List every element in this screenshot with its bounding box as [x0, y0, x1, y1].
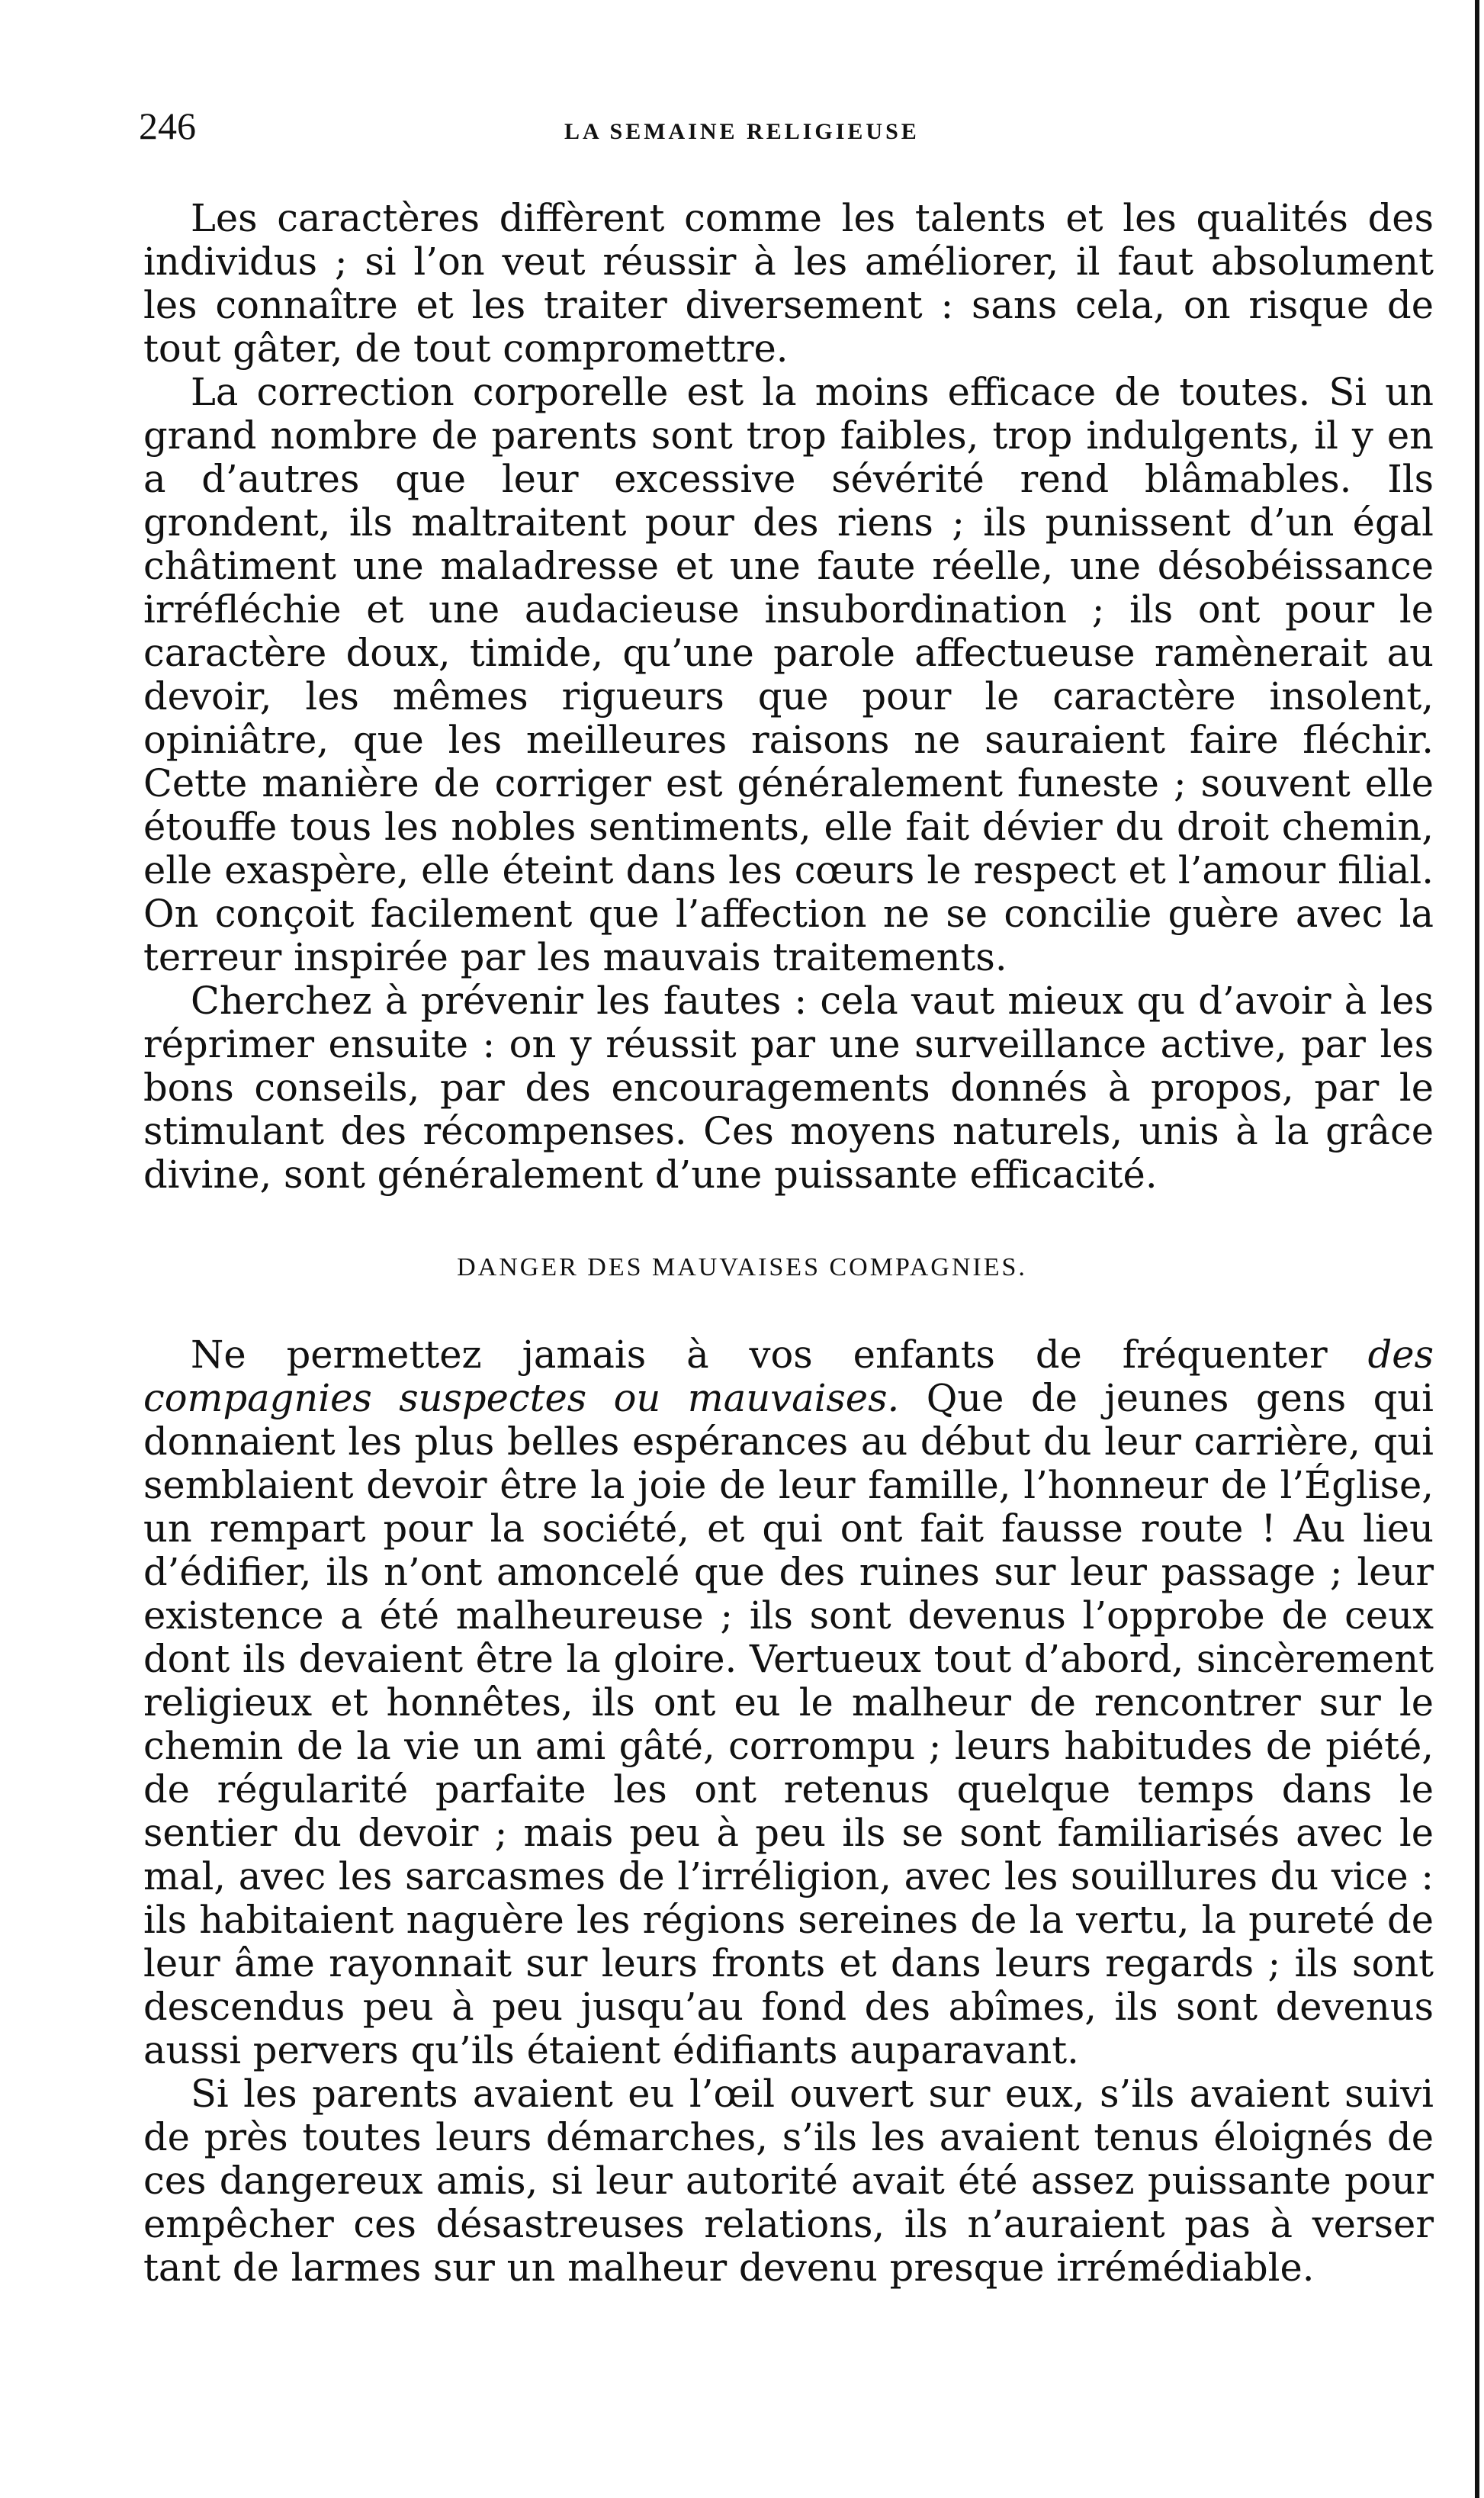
paragraph-bad-company — [143, 1333, 1434, 2072]
running-title: LA SEMAINE RELIGIEUSE — [564, 119, 920, 144]
paragraph-characters: Les caractères diffèrent comme les talents et les qualités des individus ; si l’on veut réussir à les améliorer, il faut absolument les connaître et les traiter diversement : sans cela, on risque de tout gâter, de tout compromettre. — [143, 196, 1434, 371]
section-heading: DANGER DES MAUVAISES COMPAGNIES. — [457, 1253, 1027, 1281]
page-edge-rule — [1475, 0, 1479, 2498]
paragraph-parents-vigilance: Si les parents avaient eu l’œil ouvert sur eux, s’ils avaient suivi de près toutes leurs démarches, s’ils les avaient tenus éloignés de ces dangereux amis, si leur autorité avait été assez puissante pour empêcher ces désastreuses relations, ils n’auraient pas à verser tant de larmes sur un malheur devenu presque irrémédiable. — [143, 2072, 1434, 2290]
body-text-section-2 — [143, 1333, 1434, 2290]
page-number: 246 — [139, 104, 196, 147]
body-text-section-1 — [143, 197, 1434, 1197]
paragraph-prevent-faults: Cherchez à prévenir les fautes : cela vaut mieux qu d’avoir à les réprimer ensuite : on y réussit par une surveillance active, par les bons conseils, par des encouragements donnés à propos, par le stimulant des récompenses. Ces moyens naturels, unis à la grâce divine, sont généralement d’une puissante efficacité. — [143, 979, 1434, 1197]
paragraph-bad-company-rest: Que de jeunes gens qui donnaient les plus belles espérances au début du leur carrière, qui semblaient devoir être la joie de leur famille, l’honneur de l’Église, un rempart pour la société, et qui ont fait fausse route ! Au lieu d’édifier, ils n’ont amoncelé que des ruines sur leur passage ; leur existence a été malheureuse ; ils sont devenus l’opprobe de ceux dont ils devaient être la gloire. Vertueux tout d’abord, sincèrement religieux et honnêtes, ils ont eu le malheur de rencontrer sur le chemin de la vie un ami gâté, corrompu ; leurs habitudes de piété, de régularité parfaite les ont retenus quelque temps dans le sentier du devoir ; mais peu à peu ils se sont familiarisés avec le mal, avec les sarcasmes de l’irréligion, avec les souillures du vice : ils habitaient naguère les régions sereines de la vertu, la pureté de leur âme rayonnait sur leurs fronts et dans leurs regards ; ils sont descendus peu à peu jusqu’au fond des abîmes, ils sont devenus aussi pervers qu’ils étaient édifiants auparavant. — [143, 1376, 1434, 2072]
paragraph-corporal-correction: La correction corporelle est la moins efficace de toutes. Si un grand nombre de parents sont trop faibles, trop indulgents, il y en a d’autres que leur excessive sévérité rend blâmables. Ils grondent, ils maltraitent pour des riens ; ils punissent d’un égal châtiment une maladresse et une faute réelle, une désobéissance irréfléchie et une audacieuse insubordination ; ils ont pour le caractère doux, timide, qu’une parole affectueuse ramènerait au devoir, les mêmes rigueurs que pour le caractère insolent, opiniâtre, que les meilleures raisons ne sauraient faire fléchir. Cette manière de corriger est généralement funeste ; souvent elle étouffe tous les nobles sentiments, elle fait dévier du droit chemin, elle exaspère, elle éteint dans les cœurs le respect et l’amour filial. On conçoit facilement que l’affection ne se concilie guère avec la terreur inspirée par les mauvais traitements. — [143, 370, 1434, 979]
paragraph-bad-company-intro: Ne permettez jamais à vos enfants de fréquenter — [191, 1333, 1368, 1377]
paragraph-bad-company-italic: des compagnies suspectes ou mauvaises. — [143, 1333, 1434, 1420]
